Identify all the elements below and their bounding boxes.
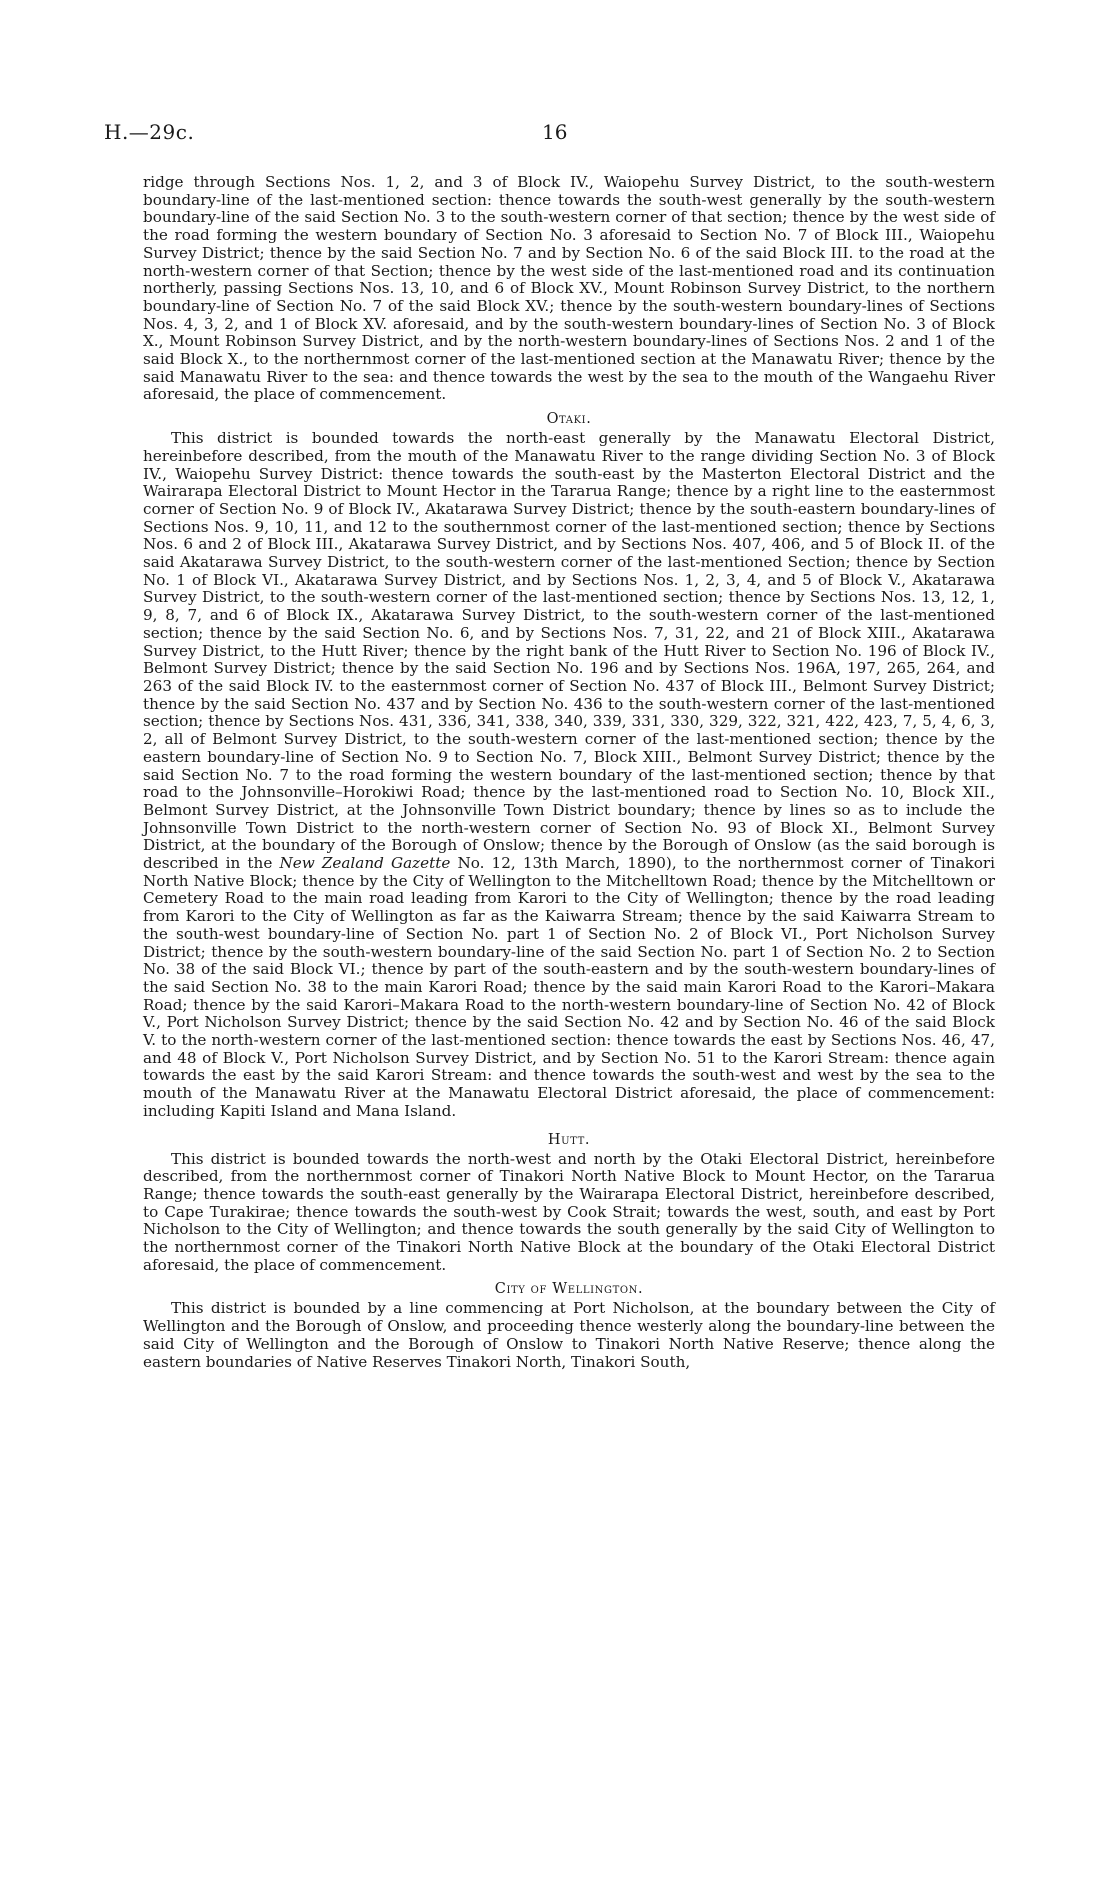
body-text	[143, 174, 995, 1371]
gazette-title: New Zealand Gazette	[279, 854, 451, 873]
section-heading-otaki: Otaki.	[546, 411, 592, 428]
section-heading-hutt: Hutt.	[547, 1131, 591, 1148]
page-header	[104, 120, 1000, 150]
otaki-text-part-2: No. 12, 13th March, 1890), to the northernmost corner of Tinakori North Native Block; thence by the City of Wellington to the Mitchelltown Road; thence by the Mitchelltown or Cemetery Road to the main road leading from Karori to the City of Wellington; thence by the road leading from Karori to the City of Wellington as far as the Kaiwarra Stream; thence by the said Kaiwarra Stream to the south-west boundary-line of Section No. part 1 of Section No. 2 of Block VI., Port Nicholson Survey District; thence by the south-western boundary-line of the said Section No. part 1 of Section No. 2 to Section No. 38 of the said Block VI.; thence by part of the south-eastern and by the south-western boundary-lines of the said Section No. 38 to the main Karori Road; thence by the said main Karori Road to the Karori–Makara Road; thence by the said Karori–Makara Road to the north-western boundary-line of Section No. 42 of Block V., Port Nicholson Survey District; thence by the said Section No. 42 and by Section No. 46 of the said Block V. to the north-western corner of the last-mentioned section: thence towards the east by Sections Nos. 46, 47, and 48 of Block V., Port Nicholson Survey District, and by Section No. 51 to the Karori Stream: thence again towards the east by the said Karori Stream: and thence towards the south-west and west by the sea to the mouth of the Manawatu River at the Manawatu Electoral District aforesaid, the place of commencement: including Kapiti Island and Mana Island.	[143, 854, 996, 1120]
otaki-paragraph	[143, 430, 995, 1120]
section-heading-wellington: City of Wellington.	[494, 1281, 644, 1298]
page-number: 16	[542, 120, 568, 144]
hutt-paragraph: This district is bounded towards the north-west and north by the Otaki Electoral District, hereinbefore described, from the northernmost corner of Tinakori North Native Block to Mount Hector, on the Tararua Range; thence towards the south-east generally by the Wairarapa Electoral District, hereinbefore described, to Cape Turakirae; thence towards the south-west by Cook Strait; towards the west, south, and east by Port Nicholson to the City of Wellington; and thence towards the south generally by the said City of Wellington to the northernmost corner of the Tinakori North Native Block at the boundary of the Otaki Electoral District aforesaid, the place of commencement.	[143, 1149, 995, 1274]
intro-paragraph: ridge through Sections Nos. 1, 2, and 3 of Block IV., Waiopehu Survey District, to the south-western boundary-line of the last-mentioned section: thence towards the south-west generally by the south-western boundary-line of the said Section No. 3 to the south-western corner of that section; thence by the west side of the road forming the western boundary of Section No. 3 aforesaid to Section No. 7 of Block III., Waiopehu Survey District; thence by the said Section No. 7 and by Section No. 6 of the said Block III. to the road at the north-western corner of that Section; thence by the west side of the last-mentioned road and its continuation northerly, passing Sections Nos. 13, 10, and 6 of Block XV., Mount Robinson Survey District, to the northern boundary-line of Section No. 7 of the said Block XV.; thence by the south-western boundary-lines of Sections Nos. 4, 3, 2, and 1 of Block XV. aforesaid, and by the south-western boundary-lines of Section No. 3 of Block X., Mount Robinson Survey District, and by the north-western boundary-lines of Sections Nos. 2 and 1 of the said Block X., to the northernmost corner of the last-mentioned section at the Manawatu River; thence by the said Manawatu River to the sea: and thence towards the west by the sea to the mouth of the Wangaehu River aforesaid, the place of commencement.	[143, 173, 995, 404]
otaki-text-part-1: This district is bounded towards the north-east generally by the Manawatu Electoral District, hereinbefore described, from the mouth of the Manawatu River to the range dividing Section No. 3 of Block IV., Waiopehu Survey District: thence towards the south-east by the Masterton Electoral District and the Wairarapa Electoral District to Mount Hector in the Tararua Range; thence by a right line to the easternmost corner of Section No. 9 of Block IV., Akatarawa Survey District; thence by the south-eastern boundary-lines of Sections Nos. 9, 10, 11, and 12 to the southernmost corner of the last-mentioned section; thence by Sections Nos. 6 and 2 of Block III., Akatarawa Survey District, and by Sections Nos. 407, 406, and 5 of Block II. of the said Akatarawa Survey District, to the south-western corner of the last-mentioned Section; thence by Section No. 1 of Block VI., Akatarawa Survey District, and by Sections Nos. 1, 2, 3, 4, and 5 of Block V., Akatarawa Survey District, to the south-western corner of the last-mentioned section; thence by Sections Nos. 13, 12, 1, 9, 8, 7, and 6 of Block IX., Akatarawa Survey District, to the south-western corner of the last-mentioned section; thence by the said Section No. 6, and by Sections Nos. 7, 31, 22, and 21 of Block XIII., Akatarawa Survey District, to the Hutt River; thence by the right bank of the Hutt River to Section No. 196 of Block IV., Belmont Survey District; thence by the said Section No. 196 and by Sections Nos. 196A, 197, 265, 264, and 263 of the said Block IV. to the easternmost corner of Section No. 437 of Block III., Belmont Survey District; thence by the said Section No. 437 and by Section No. 436 to the south-western corner of the last-mentioned section; thence by Sections Nos. 431, 336, 341, 338, 340, 339, 331, 330, 329, 322, 321, 422, 423, 7, 5, 4, 6, 3, 2, all of Belmont Survey District, to the south-western corner of the last-mentioned section; thence by the eastern boundary-line of Section No. 9 to Section No. 7, Block XIII., Belmont Survey District; thence by the said Section No. 7 to the road forming the western boundary of the last-mentioned section; thence by that road to the Johnsonville–Horokiwi Road; thence by the last-mentioned road to Section No. 10, Block XII., Belmont Survey District, at the Johnsonville Town District boundary; thence by lines so as to include the Johnsonville Town District to the north-western corner of Section No. 93 of Block XI., Belmont Survey District, at the boundary of the Borough of Onslow; thence by the Borough of Onslow (as the said borough is described in the	[143, 429, 995, 873]
wellington-paragraph: This district is bounded by a line commencing at Port Nicholson, at the boundary between the City of Wellington and the Borough of Onslow, and proceeding thence westerly along the boundary-line between the said City of Wellington and the Borough of Onslow to Tinakori North Native Reserve; thence along the eastern boundaries of Native Reserves Tinakori North, Tinakori South,	[143, 1299, 995, 1371]
document-reference: H.—29c.	[104, 120, 195, 144]
